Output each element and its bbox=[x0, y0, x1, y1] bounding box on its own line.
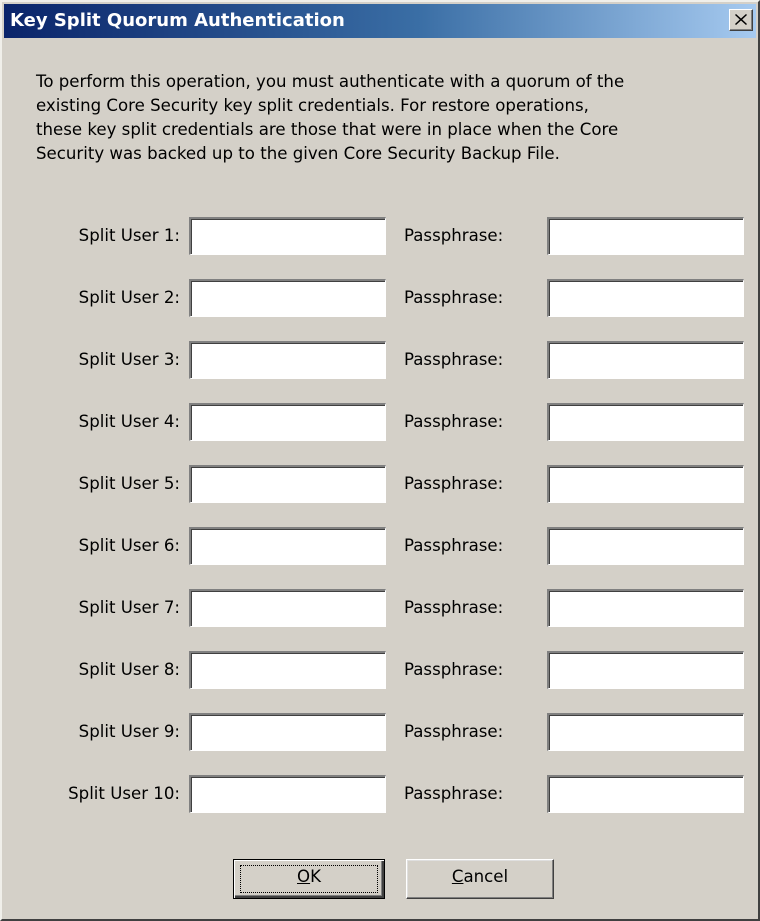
split-user-input[interactable] bbox=[189, 775, 386, 813]
passphrase-label: Passphrase: bbox=[404, 412, 504, 431]
split-user-input[interactable] bbox=[189, 713, 386, 751]
split-user-label: Split User 7: bbox=[78, 598, 180, 617]
passphrase-label: Passphrase: bbox=[404, 288, 504, 307]
split-user-label: Split User 2: bbox=[78, 288, 180, 307]
split-user-label: Split User 9: bbox=[78, 722, 180, 741]
cancel-mnemonic: C bbox=[451, 867, 464, 886]
split-user-input[interactable] bbox=[189, 651, 386, 689]
passphrase-label: Passphrase: bbox=[404, 722, 504, 741]
split-user-label: Split User 1: bbox=[78, 226, 180, 245]
passphrase-input[interactable] bbox=[547, 217, 744, 255]
split-user-label: Split User 5: bbox=[78, 474, 180, 493]
split-user-label: Split User 10: bbox=[68, 784, 180, 803]
passphrase-label: Passphrase: bbox=[404, 226, 504, 245]
split-user-input[interactable] bbox=[189, 465, 386, 503]
passphrase-label: Passphrase: bbox=[404, 474, 504, 493]
passphrase-input[interactable] bbox=[547, 403, 744, 441]
close-button[interactable] bbox=[729, 9, 753, 31]
instructions-text: To perform this operation, you must authenticate with a quorum of the existing Core Security key split credentials. For restore operations, these key split credentials are those that were in place when the Core Security was backed up to the given Core Security Backup File. bbox=[36, 72, 625, 163]
split-user-input[interactable] bbox=[189, 341, 386, 379]
split-user-input[interactable] bbox=[189, 403, 386, 441]
ok-mnemonic: O bbox=[297, 867, 311, 886]
split-user-label: Split User 4: bbox=[78, 412, 180, 431]
split-user-label: Split User 3: bbox=[78, 350, 180, 369]
passphrase-input[interactable] bbox=[547, 775, 744, 813]
close-x-icon bbox=[735, 14, 747, 25]
split-user-input[interactable] bbox=[189, 217, 386, 255]
dialog-title: Key Split Quorum Authentication bbox=[10, 10, 345, 31]
cancel-button[interactable] bbox=[406, 859, 554, 899]
title-bar[interactable] bbox=[4, 4, 756, 38]
passphrase-label: Passphrase: bbox=[404, 784, 504, 803]
passphrase-input[interactable] bbox=[547, 527, 744, 565]
passphrase-label: Passphrase: bbox=[404, 350, 504, 369]
passphrase-input[interactable] bbox=[547, 341, 744, 379]
ok-button[interactable] bbox=[233, 859, 385, 899]
passphrase-input[interactable] bbox=[547, 651, 744, 689]
cancel-label-rest: ancel bbox=[463, 867, 509, 886]
passphrase-input[interactable] bbox=[547, 279, 744, 317]
passphrase-label: Passphrase: bbox=[404, 536, 504, 555]
split-user-input[interactable] bbox=[189, 279, 386, 317]
passphrase-input[interactable] bbox=[547, 465, 744, 503]
split-user-label: Split User 6: bbox=[78, 536, 180, 555]
split-user-label: Split User 8: bbox=[78, 660, 180, 679]
passphrase-label: Passphrase: bbox=[404, 598, 504, 617]
ok-label-rest: K bbox=[310, 867, 321, 886]
passphrase-input[interactable] bbox=[547, 589, 744, 627]
split-user-input[interactable] bbox=[189, 527, 386, 565]
split-user-input[interactable] bbox=[189, 589, 386, 627]
passphrase-input[interactable] bbox=[547, 713, 744, 751]
passphrase-label: Passphrase: bbox=[404, 660, 504, 679]
